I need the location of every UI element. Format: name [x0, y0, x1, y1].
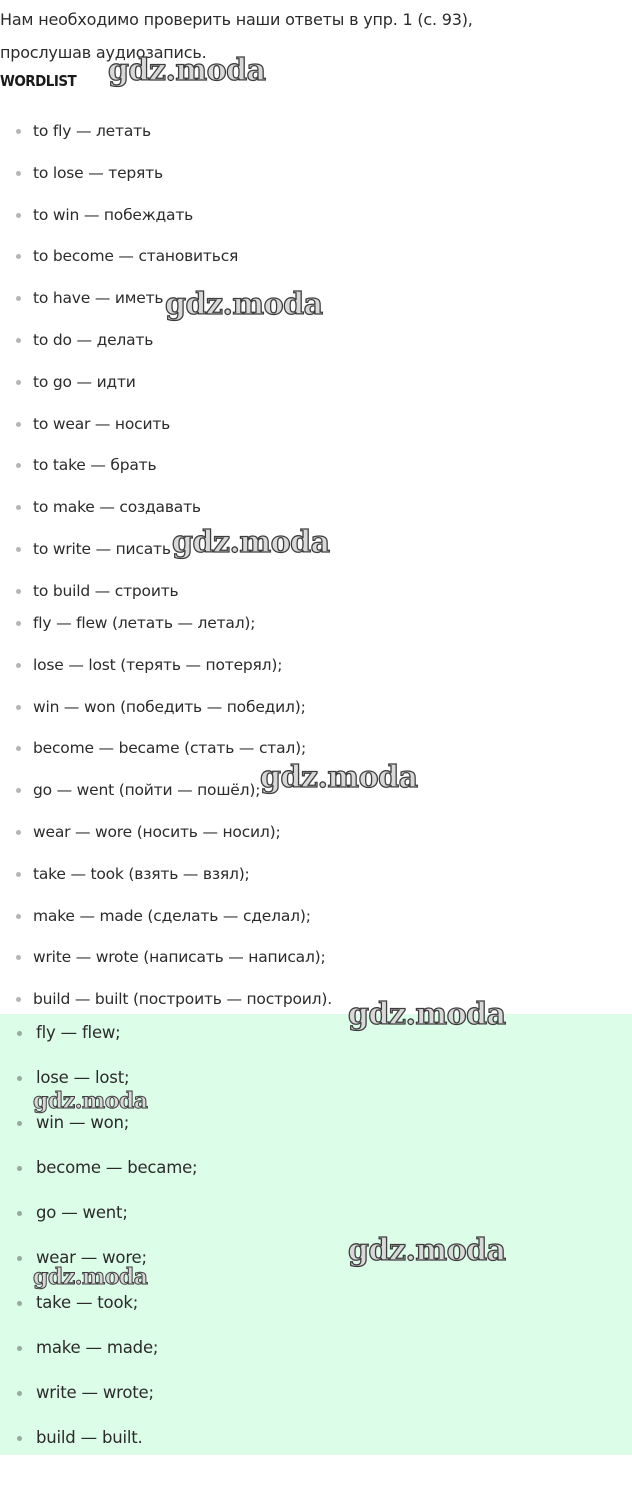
bullet-icon [16, 705, 21, 710]
bullet-icon [16, 663, 21, 668]
list-item: fly — flew (летать — летал); [0, 603, 332, 645]
bullet-icon [16, 296, 21, 301]
bullet-icon [16, 589, 21, 594]
list-item: to have — иметь [0, 278, 238, 320]
bullet-icon [16, 547, 21, 552]
bullet-icon [16, 830, 21, 835]
watermark: gdz.moda [348, 997, 506, 1032]
past-forms-list [0, 603, 332, 1021]
wordlist-heading: WORDLIST [0, 72, 77, 90]
list-item: become — became; [0, 1149, 197, 1194]
bullet-icon [17, 1346, 22, 1351]
answer-box [0, 1014, 632, 1455]
list-item: make — made (сделать — сделал); [0, 896, 332, 938]
watermark: gdz.moda [33, 1264, 148, 1290]
bullet-icon [17, 1211, 22, 1216]
list-item: fly — flew; [0, 1014, 197, 1059]
list-item: to build — строить [0, 571, 238, 613]
bullet-icon [16, 129, 21, 134]
bullet-icon [16, 213, 21, 218]
watermark: gdz.moda [108, 53, 266, 88]
list-item: go — went (пойти — пошёл); [0, 770, 332, 812]
bullet-icon [16, 422, 21, 427]
list-item: take — took (взять — взял); [0, 854, 332, 896]
bullet-icon [16, 955, 21, 960]
list-item: win — won (победить — победил); [0, 687, 332, 729]
list-item: build — built (построить — построил). [0, 979, 332, 1021]
bullet-icon [16, 872, 21, 877]
watermark: gdz.moda [348, 1233, 506, 1268]
bullet-icon [17, 1256, 22, 1261]
list-item: build — built. [0, 1419, 197, 1464]
list-item: wear — wore (носить — носил); [0, 812, 332, 854]
bullet-icon [17, 1436, 22, 1441]
list-item: to write — писать [0, 529, 238, 571]
watermark: gdz.moda [33, 1088, 148, 1114]
bullet-icon [17, 1121, 22, 1126]
list-item: to fly — летать [0, 111, 238, 153]
list-item: to lose — терять [0, 153, 238, 195]
bullet-icon [16, 914, 21, 919]
bullet-icon [16, 380, 21, 385]
bullet-icon [16, 788, 21, 793]
bullet-icon [16, 997, 21, 1002]
bullet-icon [17, 1166, 22, 1171]
watermark: gdz.moda [172, 525, 330, 560]
list-item: make — made; [0, 1329, 197, 1374]
watermark: gdz.moda [165, 287, 323, 322]
bullet-icon [17, 1031, 22, 1036]
intro-text: Нам необходимо проверить наши ответы в упр. 1 (с. 93), прослушав аудиозапись. [0, 10, 473, 62]
list-item: lose — lost; [0, 1059, 197, 1104]
list-item: to become — становиться [0, 236, 238, 278]
list-item: to do — делать [0, 320, 238, 362]
bullet-icon [16, 338, 21, 343]
bullet-icon [16, 254, 21, 259]
list-item: to make — создавать [0, 487, 238, 529]
bullet-icon [16, 621, 21, 626]
list-item: to go — идти [0, 362, 238, 404]
list-item: become — became (стать — стал); [0, 728, 332, 770]
list-item: go — went; [0, 1194, 197, 1239]
bullet-icon [16, 463, 21, 468]
bullet-icon [16, 171, 21, 176]
bullet-icon [16, 746, 21, 751]
list-item: to take — брать [0, 445, 238, 487]
list-item: write — wrote (написать — написал); [0, 937, 332, 979]
list-item: to wear — носить [0, 404, 238, 446]
list-item: to win — побеждать [0, 195, 238, 237]
answers-list [0, 1014, 197, 1464]
list-item: wear — wore; [0, 1239, 197, 1284]
bullet-icon [16, 505, 21, 510]
watermark: gdz.moda [260, 760, 418, 795]
bullet-icon [17, 1076, 22, 1081]
list-item: write — wrote; [0, 1374, 197, 1419]
list-item: take — took; [0, 1284, 197, 1329]
bullet-icon [17, 1391, 22, 1396]
bullet-icon [17, 1301, 22, 1306]
list-item: win — won; [0, 1104, 197, 1149]
list-item: lose — lost (терять — потерял); [0, 645, 332, 687]
